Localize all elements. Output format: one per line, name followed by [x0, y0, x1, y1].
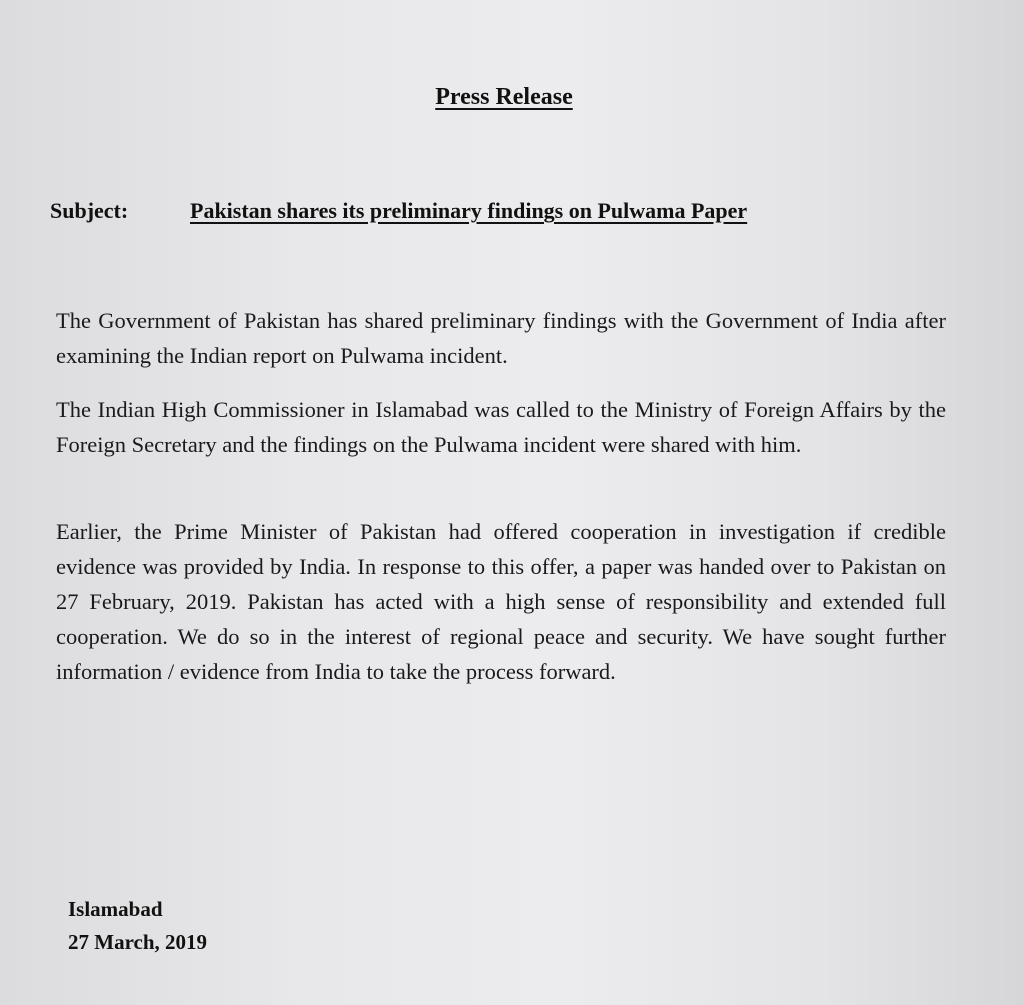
subject-line — [50, 198, 950, 224]
place-line: Islamabad — [68, 897, 163, 921]
paragraph-3: Earlier, the Prime Minister of Pakistan had offered cooperation in investigation if credible evidence was provided by India. In response to this offer, a paper was handed over to Pakistan on 27 February, 2019. Pakistan has acted with a high sense of responsibility and extended full cooperation. We do so in the interest of regional peace and security. We have sought further information / evidence from India to take the process forward. — [56, 519, 946, 684]
paragraph-1: The Government of Pakistan has shared preliminary findings with the Government of India after examining the Indian report on Pulwama incident. — [56, 308, 946, 368]
document-title: Press Release — [435, 84, 573, 110]
date-line: 27 March, 2019 — [68, 930, 208, 954]
subject-label: Subject: — [50, 198, 129, 223]
signature-block — [68, 893, 207, 959]
paragraph-2: The Indian High Commissioner in Islamabad was called to the Ministry of Foreign Affairs by the Foreign Secretary and the findings on the Pulwama incident were shared with him. — [56, 397, 946, 457]
subject-text: Pakistan shares its preliminary findings on Pulwama Paper — [190, 198, 748, 223]
